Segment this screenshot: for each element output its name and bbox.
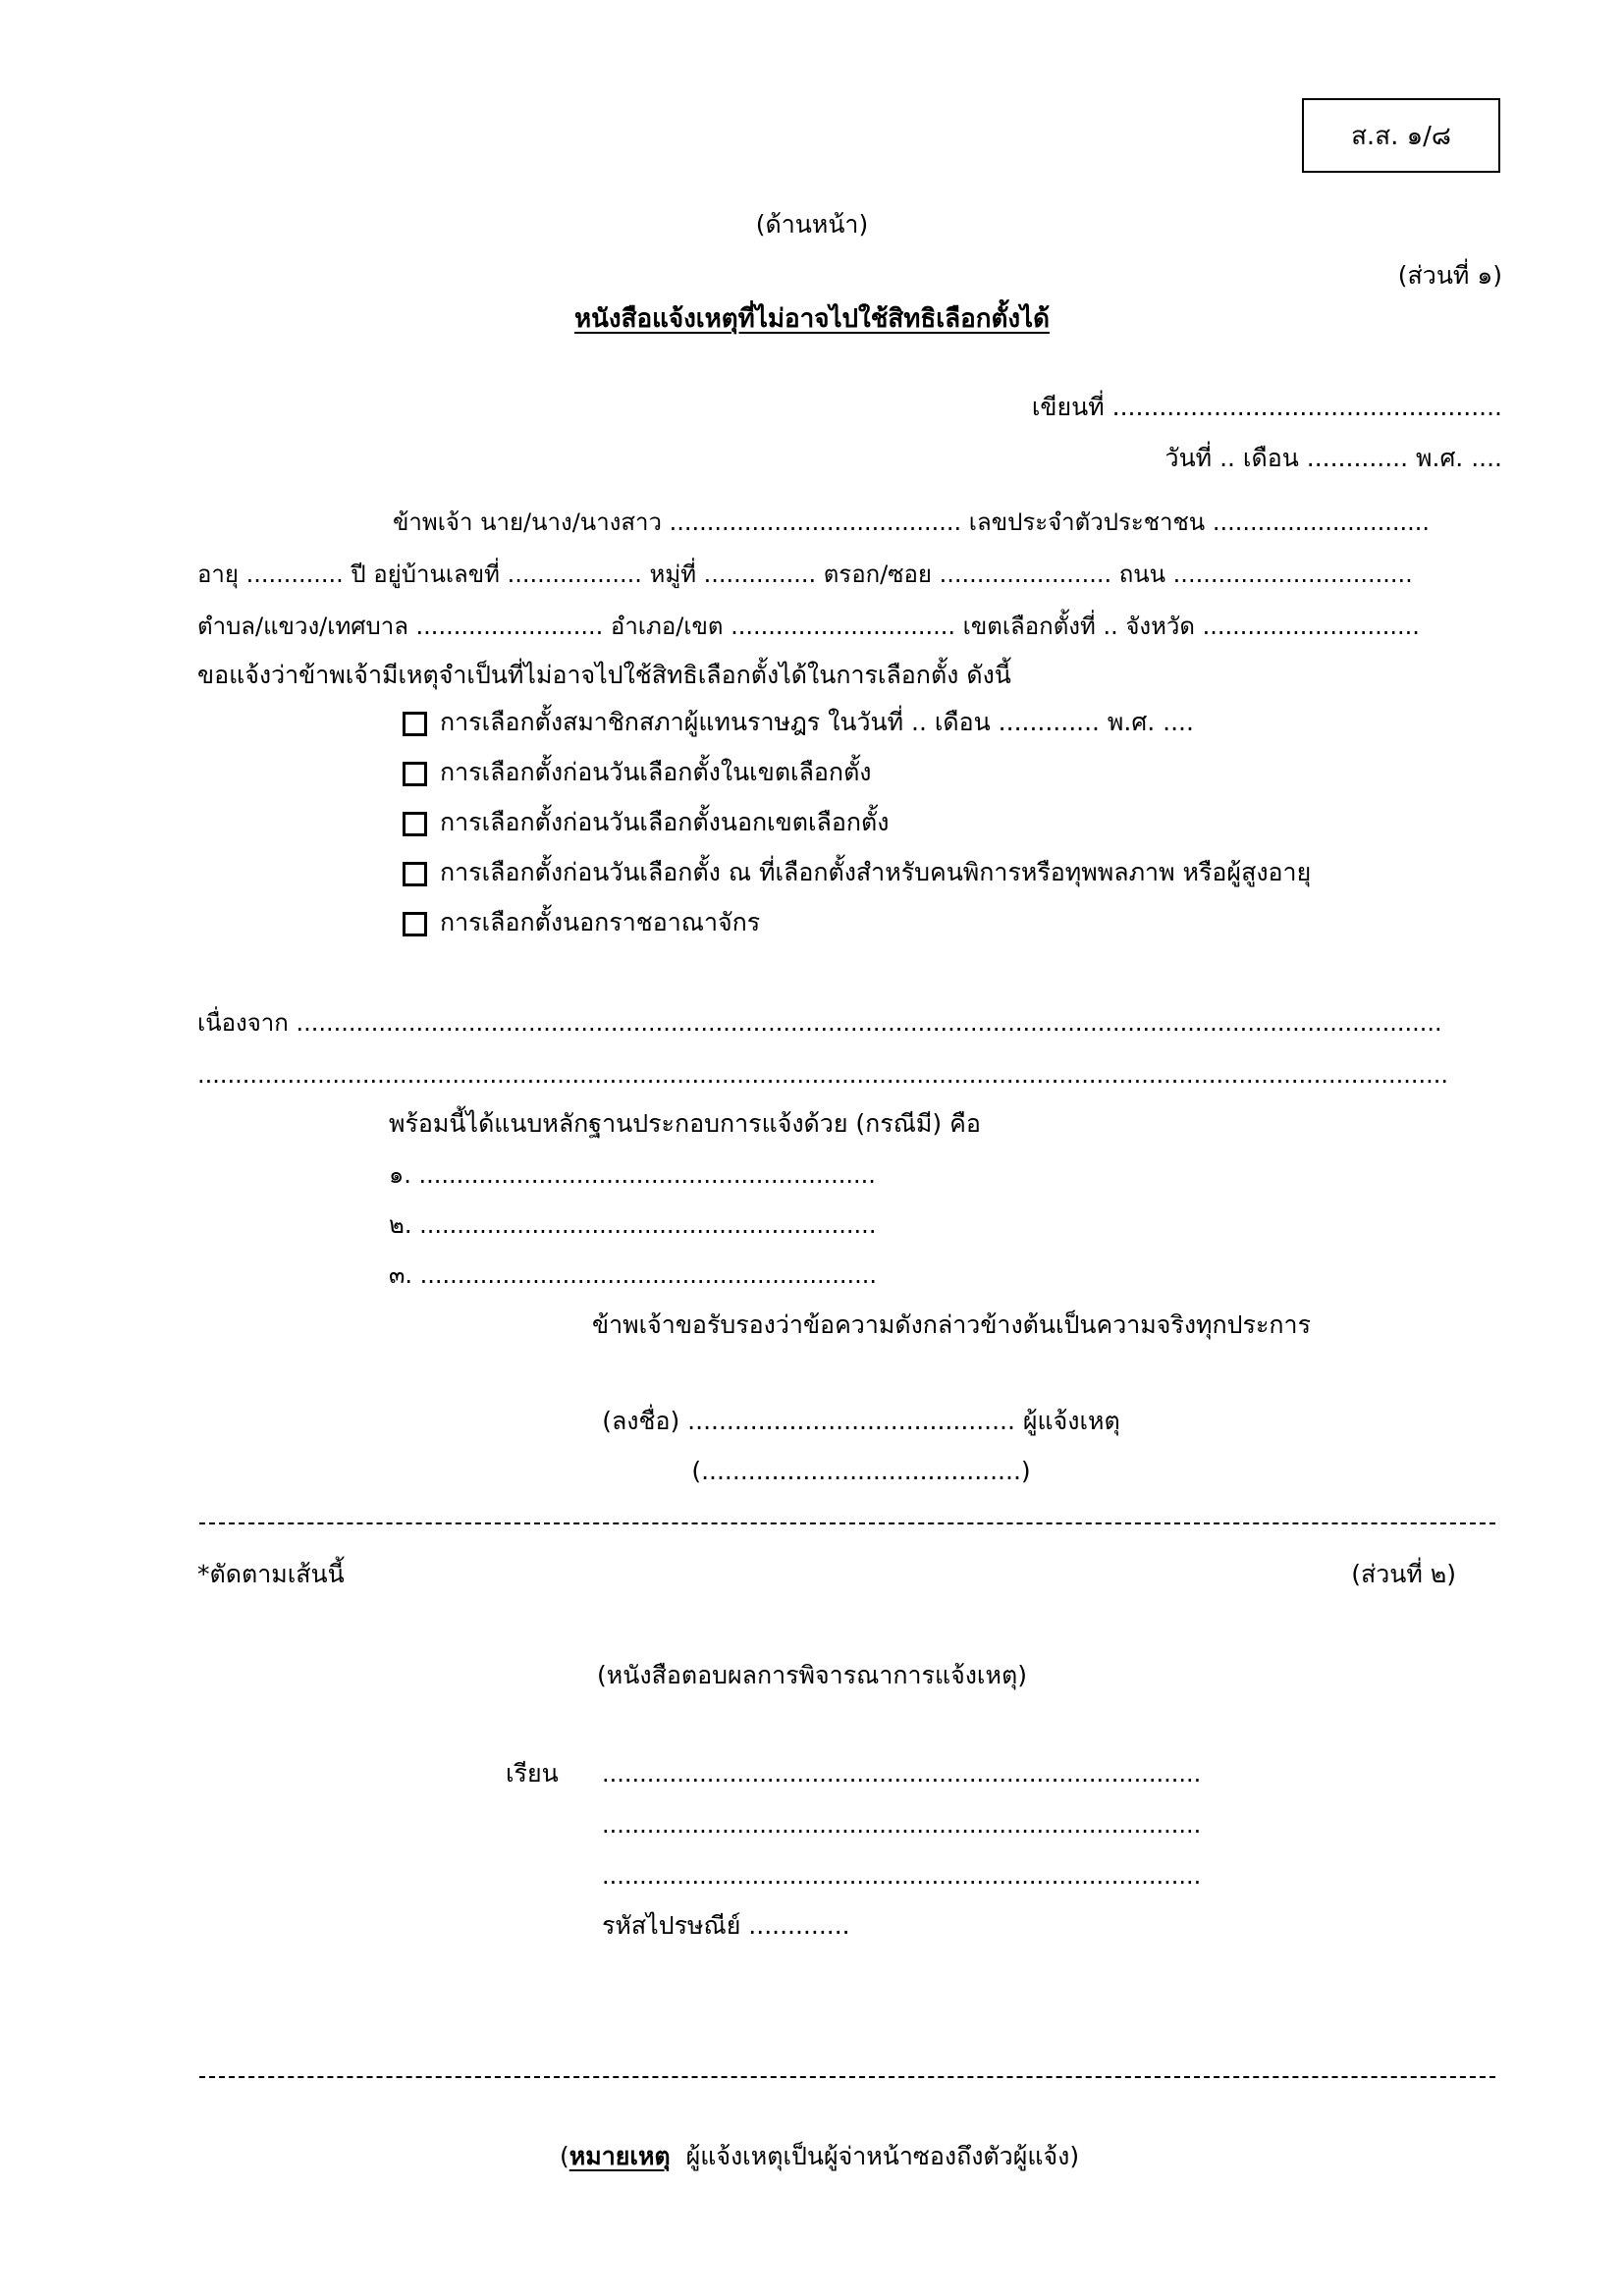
option-label-5: การเลือกตั้งนอกราชอาณาจักร (440, 908, 761, 936)
address-line-2[interactable]: ................................................................................ (602, 1811, 1202, 1839)
reason-field-1[interactable]: เนื่องจาก ......................................................................................................................................................... (197, 1009, 1442, 1037)
applicant-name-line[interactable]: ข้าพเจ้า นาย/นาง/นางสาว ....................................... เลขประจำตัวประชาชน ............................. (393, 508, 1431, 536)
option-label-1: การเลือกตั้งสมาชิกสภาผู้แทนราษฎร ในวันที่ .. เดือน ............. พ.ศ. .... (440, 708, 1194, 736)
address-line-3[interactable]: ................................................................................ (602, 1862, 1202, 1890)
date-field[interactable]: วันที่ .. เดือน ............. พ.ศ. .... (1164, 444, 1502, 472)
option-label-2: การเลือกตั้งก่อนวันเลือกตั้งในเขตเลือกตั้ง (440, 758, 872, 786)
reply-title: (หนังสือตอบผลการพิจารณาการแจ้งเหตุ) (597, 1661, 1027, 1689)
evidence-item-3[interactable]: ๓. ............................................................. (389, 1261, 878, 1289)
side-label: (ด้านหน้า) (755, 210, 869, 239)
evidence-intro: พร้อมนี้ได้แนบหลักฐานประกอบการแจ้งด้วย (กรณีมี) คือ (389, 1109, 981, 1138)
note-text: ผู้แจ้งเหตุเป็นผู้จ่าหน้าซองถึงตัวผู้แจ้ง) (670, 2142, 1080, 2170)
statement-line: ขอแจ้งว่าข้าพเจ้ามีเหตุจำเป็นที่ไม่อาจไปใช้สิทธิเลือกตั้งได้ในการเลือกตั้ง ดังนี้ (197, 661, 1011, 689)
cut-line (199, 1522, 1495, 1524)
note-open-paren: ( (560, 2142, 569, 2170)
part2-label: (ส่วนที่ ๒) (1351, 1560, 1456, 1588)
evidence-item-1[interactable]: ๑. ............................................................. (389, 1161, 876, 1189)
bottom-divider (199, 2076, 1495, 2078)
option-label-3: การเลือกตั้งก่อนวันเลือกตั้งนอกเขตเลือกตั้ง (440, 808, 890, 836)
option-checkbox-2[interactable] (403, 762, 427, 786)
option-label-4: การเลือกตั้งก่อนวันเลือกตั้ง ณ ที่เลือกตั้งสำหรับคนพิการหรือทุพพลภาพ หรือผู้สูงอายุ (440, 858, 1312, 886)
option-checkbox-3[interactable] (403, 812, 427, 836)
option-checkbox-5[interactable] (403, 912, 427, 936)
form-code-box (1302, 98, 1500, 173)
signature-name-line[interactable]: (.........................................) (691, 1457, 1031, 1485)
applicant-address-line[interactable]: อายุ ............. ปี อยู่บ้านเลขที่ .................. หมู่ที่ ............... ตรอก/ซอย ....................... ถนน ................................ (197, 561, 1413, 588)
form-title: หนังสือแจ้งเหตุที่ไม่อาจไปใช้สิทธิเลือกตั้งได้ (573, 304, 1050, 334)
signature-line[interactable]: (ลงชื่อ) .......................................... ผู้แจ้งเหตุ (602, 1407, 1120, 1435)
note (560, 2140, 1247, 2173)
to-label: เรียน (506, 1759, 559, 1788)
cut-note: *ตัดตามเส้นนี้ (197, 1560, 345, 1588)
postcode-field[interactable]: รหัสไปรษณีย์ ............. (602, 1911, 850, 1940)
evidence-item-2[interactable]: ๒. ............................................................. (389, 1211, 877, 1239)
part1-label: (ส่วนที่ ๑) (1397, 261, 1502, 290)
certify-statement: ข้าพเจ้าขอรับรองว่าข้อความดังกล่าวข้างต้นเป็นความจริงทุกประการ (592, 1310, 1311, 1339)
reason-field-2[interactable]: ....................................................................................................................................................................... (197, 1061, 1449, 1089)
address-line-1[interactable]: ................................................................................ (602, 1760, 1202, 1788)
form-code: ส.ส. ๑/๘ (1351, 121, 1451, 151)
option-checkbox-1[interactable] (403, 712, 427, 736)
note-label: หมายเหตุ (568, 2142, 671, 2170)
written-at-field[interactable]: เขียนที่ .................................................. (1031, 393, 1502, 421)
option-checkbox-4[interactable] (403, 862, 427, 886)
applicant-district-line[interactable]: ตำบล/แขวง/เทศบาล ......................... อำเภอ/เขต .............................. เขตเลือกตั้งที่ .. จังหวัด ............................. (197, 613, 1420, 640)
